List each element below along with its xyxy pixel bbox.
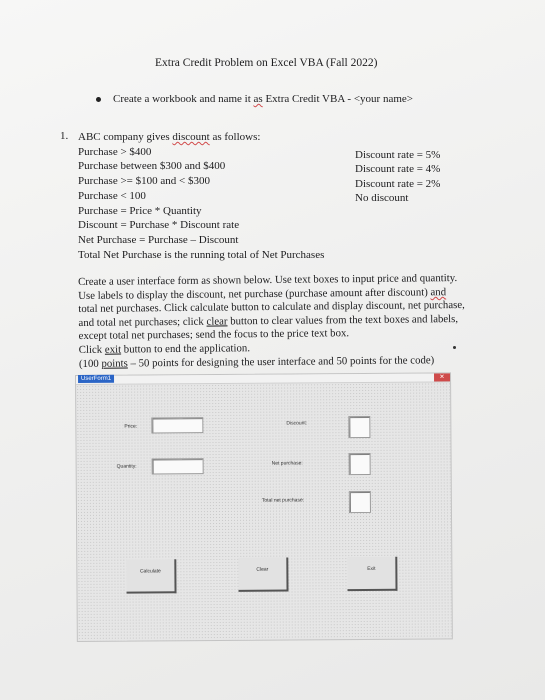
formula-line: Discount = Purchase * Discount rate: [78, 219, 240, 232]
instruction-line: Click exit button to end the application.: [78, 342, 251, 356]
problem-body: [78, 130, 324, 262]
bullet-instruction: Create a workbook and name it as Extra Credit VBA - <your name>: [113, 93, 413, 105]
net-purchase-output: [349, 453, 371, 475]
instructions-paragraph: [78, 272, 499, 372]
instruction-line: Create a user interface form as shown below. Use text boxes to input price and quantity.: [78, 272, 458, 288]
close-icon[interactable]: ✕: [434, 373, 450, 381]
rule-condition: Purchase < 100: [78, 189, 146, 202]
price-textbox[interactable]: [151, 417, 203, 433]
rule-condition: Purchase between $300 and $400: [78, 160, 226, 173]
rule-rate: Discount rate = 2%: [355, 177, 441, 190]
userform-mockup: [75, 372, 453, 642]
discount-rates: [355, 148, 440, 206]
total-net-purchase-output: [349, 491, 371, 513]
points-word: points: [101, 357, 128, 370]
as-word: as: [253, 93, 263, 105]
document-title: Extra Credit Problem on Excel VBA (Fall 2022): [155, 57, 378, 69]
rule-condition: Purchase >= $100 and < $300: [78, 175, 210, 188]
instruction-line: total net purchases. Click calculate button to calculate and display discount, net purchase,: [78, 299, 465, 316]
quantity-textbox[interactable]: [152, 458, 204, 474]
price-label: Price:: [124, 423, 138, 430]
instruction-line: Use labels to display the discount, net purchase (purchase amount after discount) and: [78, 285, 447, 302]
discount-output: [348, 416, 370, 438]
userform-title: UserForm1: [78, 375, 114, 383]
instruction-line: (100 points – 50 points for designing the user interface and 50 points for the code): [78, 353, 435, 370]
formula-line: Purchase = Price * Quantity: [78, 204, 202, 217]
instruction-line: except total net purchases; send the focus to the price text box.: [78, 327, 350, 343]
problem-number: 1.: [60, 130, 69, 142]
instruction-line: and total net purchases; click clear button to clear values from the text boxes and labels,: [78, 312, 459, 329]
clear-button[interactable]: Clear: [238, 558, 288, 592]
rule-rate: Discount rate = 5%: [355, 149, 441, 161]
clear-word: clear: [206, 315, 228, 328]
bullet-marker: [96, 97, 101, 102]
stray-mark: [453, 346, 456, 349]
exit-word: exit: [104, 343, 122, 356]
problem-intro: ABC company gives discount as follows:: [78, 131, 261, 143]
formula-line: Total Net Purchase is the running total of Net Purchases: [78, 248, 325, 261]
rule-rate: Discount rate = 4%: [355, 163, 441, 176]
and-word: and: [430, 285, 447, 298]
total-net-purchase-label: Total net purchase:: [261, 497, 305, 504]
userform-titlebar: [76, 373, 450, 385]
net-purchase-label: Net purchase:: [271, 460, 303, 467]
rule-rate: No discount: [355, 192, 409, 205]
rule-condition: Purchase > $400: [78, 145, 152, 158]
discount-word: discount: [172, 131, 210, 143]
formula-line: Net Purchase = Purchase – Discount: [78, 233, 239, 246]
calculate-button[interactable]: Calculate: [126, 559, 176, 593]
quantity-label: Quantity:: [116, 463, 137, 470]
discount-label: Discount:: [286, 420, 308, 427]
exit-button[interactable]: Exit: [347, 557, 397, 591]
